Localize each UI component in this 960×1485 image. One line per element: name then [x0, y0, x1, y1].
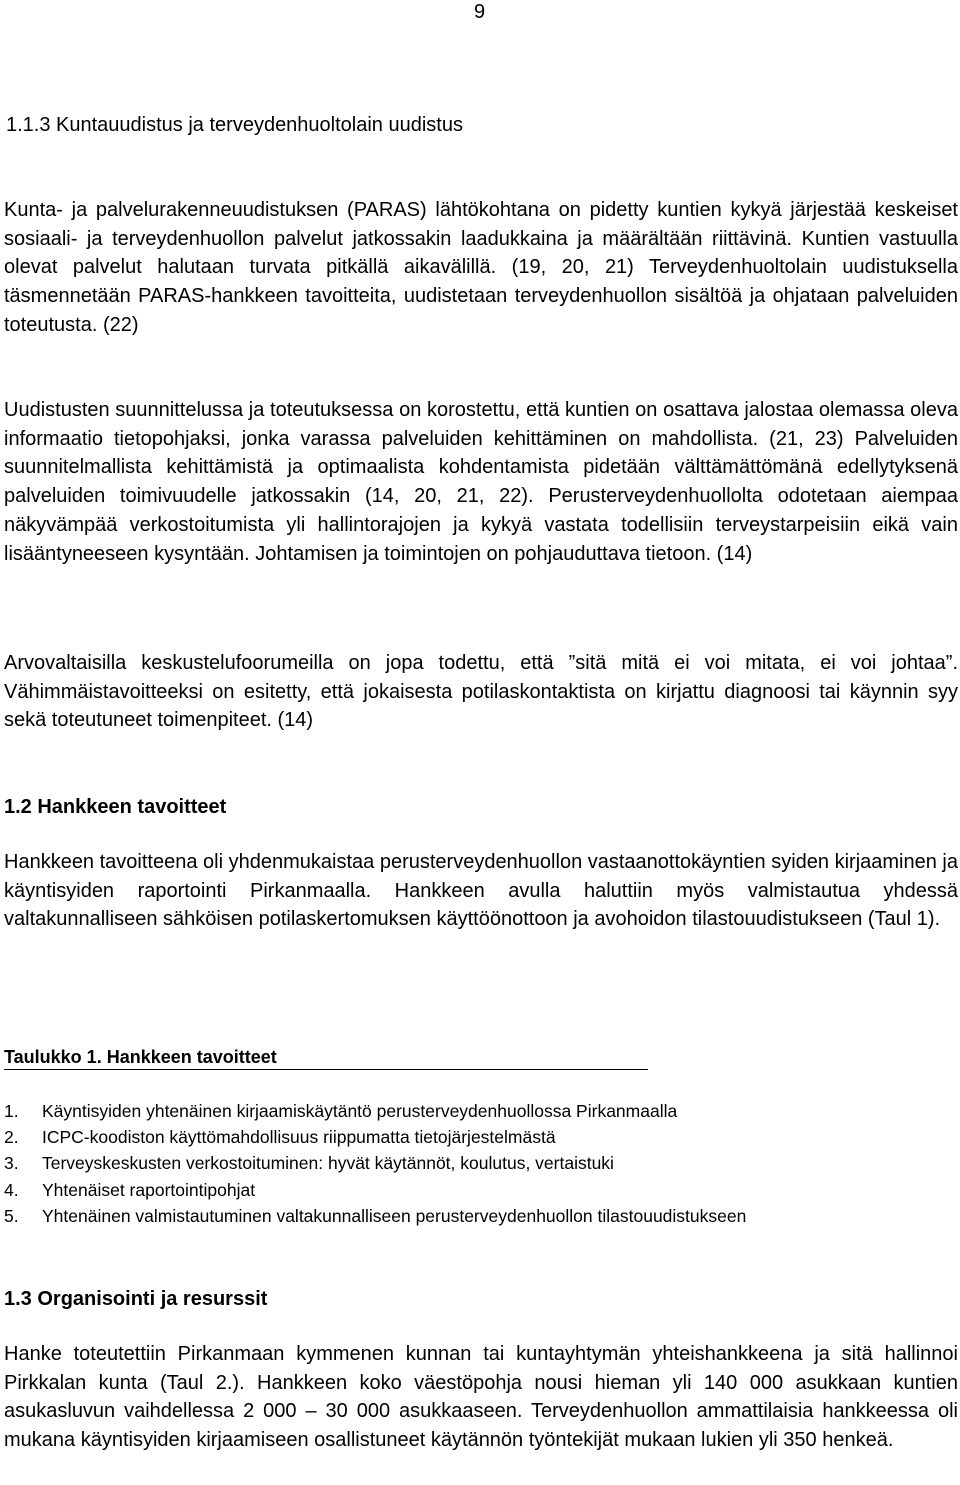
- list-item: 5. Yhtenäinen valmistautuminen valtakunnalliseen perusterveydenhuollon tilastouudistukseen: [4, 1205, 747, 1226]
- paragraph-paras-reform: Kunta- ja palvelurakenneuudistuksen (PARAS) lähtökohtana on pidetty kuntien kykyä järjestää keskeiset sosiaali- ja terveydenhuollon palvelut jatkossakin laadukkaina ja määrältään riittävinä. Kuntien vastuulla olevat palvelut halutaan turvata pitkällä aikavälillä. (19, 20, 21) Terveydenhuoltolain uudistuksella täsmennetään PARAS-hankkeen tavoitteita, uudistetaan terveydenhuollon sisältöä ja ohjataan palveluiden toteutusta. (22): [4, 199, 958, 336]
- list-item: 3. Terveyskeskusten verkostoituminen: hyvät käytännöt, koulutus, vertaistuki: [4, 1153, 614, 1174]
- list-item: 1. Käyntisyiden yhtenäinen kirjaamiskäytäntö perusterveydenhuollossa Pirkanmaalla: [4, 1101, 678, 1121]
- paragraph-project-goals: Hankkeen tavoitteena oli yhdenmukaistaa perusterveydenhuollon vastaanottokäyntien syiden kirjaaminen ja käyntisyiden raportointi Pirkanmaalla. Hankkeen avulla haluttiin myös valmistautua yhdessä valtakunnalliseen sähköisen potilaskertomuksen käyttöönottoon ja avohoidon tilastouudistukseen (Taul 1).: [4, 851, 958, 931]
- section-heading-1-1-3: 1.1.3 Kuntauudistus ja terveydenhuoltolain uudistus: [6, 114, 463, 136]
- list-item: 2. ICPC-koodiston käyttömahdollisuus riippumatta tietojärjestelmästä: [4, 1127, 556, 1148]
- paragraph-reform-planning: Uudistusten suunnittelussa ja toteutuksessa on korostettu, että kuntien on osattava jalostaa olemassa oleva informaatio tietopohjaksi, jonka varassa palveluiden kehittäminen on mahdollista. (21, 23) Palveluiden suunnitelmallista kehittämistä ja optimaalista kohdentamista pidetään välttämättömänä edellytyksenä palveluiden toimivuudelle jatkossakin (14, 20, 21, 22). Perusterveydenhuollolta odotetaan aiempaa näkyvämpää verkostoitumista yli hallintorajojen ja kykyä vastata todellisiin terveystarpeisiin eikä vain lisääntyneeseen kysyntään. Johtamisen ja toimintojen on pohjauduttava tietoon. (14): [4, 399, 958, 565]
- goals-list: [4, 1098, 746, 1229]
- section-heading-1-2: 1.2 Hankkeen tavoitteet: [4, 796, 227, 818]
- page-number: 9: [474, 1, 486, 23]
- paragraph-forums: Arvovaltaisilla keskustelufoorumeilla on jopa todettu, että ”sitä mitä ei voi mitata, ei voi johtaa”. Vähimmäistavoitteeksi on esitetty, että jokaisesta potilaskontaktista on kirjattu diagnoosi tai käynnin syy sekä toteutuneet toimenpiteet. (14): [4, 652, 958, 732]
- paragraph-organisation: Hanke toteutettiin Pirkanmaan kymmenen kunnan tai kuntayhtymän yhteishankkeena ja sitä hallinnoi Pirkkalan kunta (Taul 2.). Hankkeen koko väestöpohja nousi hieman yli 140 000 asukkaan kuntien asukasluvun vaihdellessa 2 000 – 30 000 asukkaaseen. Terveydenhuollon ammattilaisia hankkeessa oli mukana käyntisyiden kirjaamiseen osallistuneet käytännön työntekijät mukaan lukien yli 350 henkeä.: [4, 1343, 958, 1452]
- list-item: 4. Yhtenäiset raportointipohjat: [4, 1179, 256, 1200]
- table-caption: Taulukko 1. Hankkeen tavoitteet: [4, 1045, 648, 1070]
- section-heading-1-3: 1.3 Organisointi ja resurssit: [4, 1288, 268, 1310]
